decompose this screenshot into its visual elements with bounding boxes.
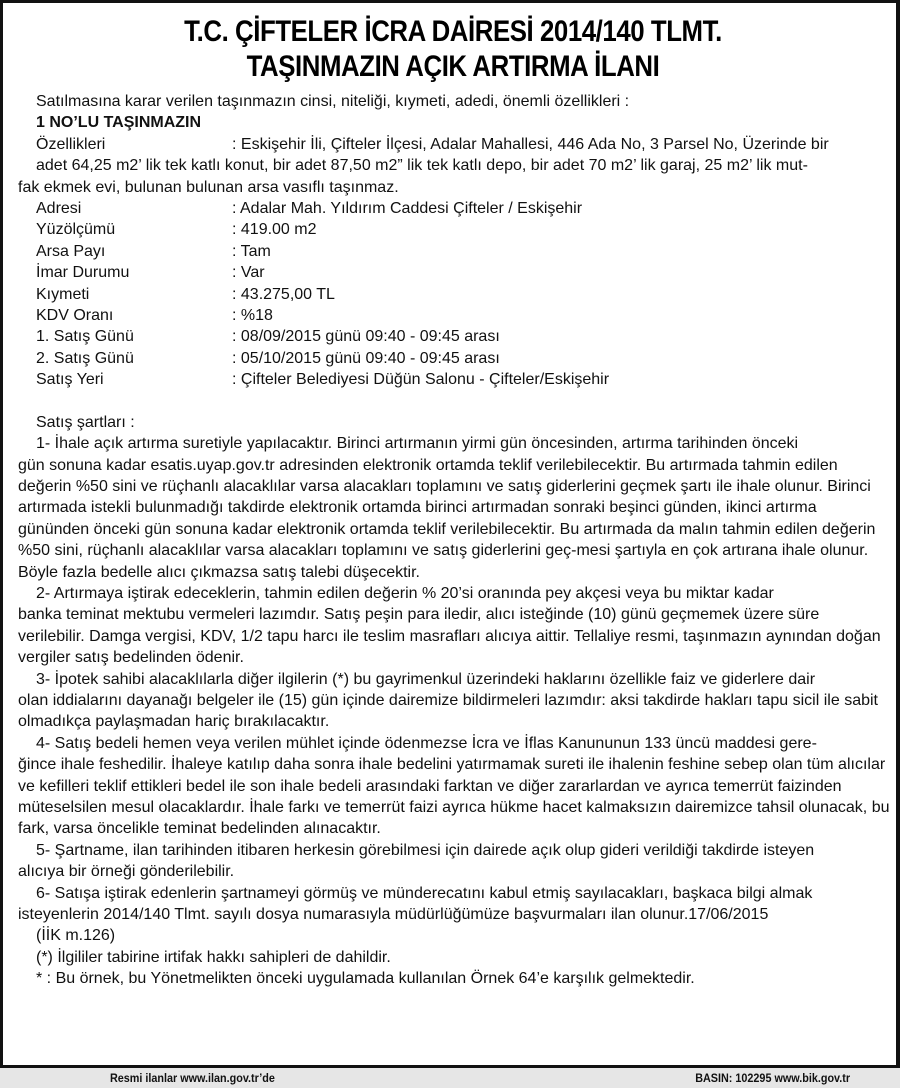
condition-rest: alıcıya bir örneği gönderilebilir. bbox=[18, 863, 235, 881]
legal-reference: (İİK m.126) bbox=[36, 927, 116, 945]
detail-value: : 05/10/2015 günü 09:40 - 09:45 arası bbox=[232, 349, 500, 367]
detail-value: : Çifteler Belediyesi Düğün Salonu - Çifteler/Eskişehir bbox=[232, 371, 610, 389]
condition-item-4 bbox=[18, 733, 890, 840]
condition-rest: isteyenlerin 2014/140 Tlmt. sayılı dosya numarasıyla müdürlüğümüze başvurmaları ilan olunur.17/06/2015 bbox=[18, 906, 769, 924]
detail-label: Arsa Payı bbox=[36, 242, 106, 260]
announcement-body bbox=[18, 91, 890, 990]
spacer bbox=[18, 391, 890, 412]
detail-label: Yüzölçümü bbox=[36, 221, 116, 239]
detail-row-area bbox=[18, 219, 890, 240]
condition-rest: ğince ihale feshedilir. İhaleye katılıp daha sonra ihale bedelini yatırmamak sureti ile ihalenin feshine sebep olan tüm alıcılar ve kefilleri teklif ettikleri bedel ile son ihale bedeli arasındaki farktan ve diğer zararlardan ve ayrıca temerrüt faizinden müteselsilen mesul olacaklardır. İhale farkı ve temerrüt faizi ayrıca hükme hacet kalmaksızın dairemizce tahsil olunacak, bu fark, varsa öncelikle teminat bedelinden alınacaktır. bbox=[18, 756, 890, 838]
detail-value: : %18 bbox=[232, 307, 273, 325]
features-label: Özellikleri bbox=[36, 135, 106, 153]
detail-label: 1. Satış Günü bbox=[36, 328, 134, 346]
detail-row-address bbox=[18, 198, 890, 219]
details-list bbox=[18, 198, 890, 391]
condition-first-line: 6- Satışa iştirak edenlerin şartnameyi görmüş ve münderecatını kabul etmiş sayılacakları, başkaca bilgi almak bbox=[36, 884, 813, 902]
intro-text: Satılmasına karar verilen taşınmazın cinsi, niteliği, kıymeti, adedi, önemli özellikleri : bbox=[36, 93, 630, 110]
condition-first-line: 3- İpotek sahibi alacaklılarla diğer ilgilerin (*) bu gayrimenkul üzerindeki haklarını özellikle faiz ve giderlere dair bbox=[36, 670, 816, 688]
detail-row-value bbox=[18, 284, 890, 305]
condition-item-2 bbox=[18, 583, 890, 669]
condition-first-line: 1- İhale açık artırma suretiyle yapılacaktır. Birinci artırmanın yirmi gün öncesinden, artırma tarihinden önceki bbox=[36, 435, 799, 453]
detail-label: Adresi bbox=[36, 200, 82, 218]
condition-first-line: 2- Artırmaya iştirak edeceklerin, tahmin edilen değerin % 20’si oranında pey akçesi veya bu miktar kadar bbox=[36, 584, 774, 602]
detail-row-zoning bbox=[18, 262, 890, 283]
condition-item-3 bbox=[18, 669, 890, 733]
condition-rest: olan iddialarını dayanağı belgeler ile (15) gün içinde dairemize bildirmeleri lazımdır: aksi takdirde hakları tapu sicil ile sabit olmadıkça paylaşmadan hariç bırakılacaktır. bbox=[18, 691, 878, 731]
condition-rest: banka teminat mektubu vermeleri lazımdır. Satış peşin para iledir, alıcı isteğinde (10) günü geçmemek üzere süre verilebilir. Damga vergisi, KDV, 1/2 tapu harcı ile teslim masrafları alıcıya aittir. Tellaliye resmi, taşınmazın aynından doğan vergiler satış bedelinden ödenir. bbox=[18, 606, 881, 667]
detail-value: : 08/09/2015 günü 09:40 - 09:45 arası bbox=[232, 328, 500, 346]
detail-label: 2. Satış Günü bbox=[36, 349, 134, 367]
footer-official-ads-link[interactable]: Resmi ilanlar www.ilan.gov.tr’de bbox=[110, 1071, 275, 1085]
footer-press-info[interactable]: BASIN: 102295 www.bik.gov.tr bbox=[695, 1071, 850, 1085]
detail-row-vat bbox=[18, 305, 890, 326]
detail-value: : Var bbox=[232, 264, 265, 282]
conditions-heading: Satış şartları : bbox=[36, 413, 135, 431]
condition-item-5 bbox=[18, 840, 890, 883]
detail-value: : 43.275,00 TL bbox=[232, 285, 335, 303]
condition-rest: gün sonuna kadar esatis.uyap.gov.tr adresinden elektronik ortamda teklif verilebilecektir. Bu artırmada tahmin edilen değerin %50 sini ve rüçhanlı alacaklılar varsa alacakları toplamını ve satış giderlerini geçmek şartı ile ihale olunur. Birinci artırmada istekli bulunmadığı takdirde elektronik ortamda birinci artırmadan sonraki beşinci günden, ikinci artırma gününden önceki gün sonuna kadar elektronik ortamda teklif verilebilecektir. Bu artırmada da malın tahmin edilen değerin %50 sini, rüçhanlı alacaklılar varsa alacakları toplamını ve satış giderlerini geç-mesi şartıyla en çok artırana ihale olunur. Böyle fazla bedelle alıcı çıkmazsa satış talebi düşecektir. bbox=[18, 456, 876, 581]
features-value-cont2: fak ekmek evi, bulunan bulunan arsa vasıflı taşınmaz. bbox=[18, 178, 399, 196]
detail-label: İmar Durumu bbox=[36, 264, 130, 282]
footnote-form-reference: * : Bu örnek, bu Yönetmelikten önceki uygulamada kullanılan Örnek 64’e karşılık gelmektedir. bbox=[36, 970, 695, 988]
detail-value: : Tam bbox=[232, 242, 271, 260]
condition-first-line: 4- Satış bedeli hemen veya verilen mühlet içinde ödenmezse İcra ve İflas Kanununun 133 üncü maddesi gere- bbox=[36, 734, 817, 752]
detail-row-land-share bbox=[18, 241, 890, 262]
condition-item-1 bbox=[18, 433, 890, 583]
detail-value: : Adalar Mah. Yıldırım Caddesi Çifteler / Eskişehir bbox=[232, 200, 583, 218]
detail-row-sale-date-1 bbox=[18, 326, 890, 347]
property-heading: 1 NO’LU TAŞINMAZIN bbox=[36, 114, 202, 132]
detail-row-sale-date-2 bbox=[18, 348, 890, 369]
announcement-title-line1: T.C. ÇİFTELER İCRA DAİRESİ 2014/140 TLMT. bbox=[184, 15, 722, 48]
condition-first-line: 5- Şartname, ilan tarihinden itibaren herkesin görebilmesi için dairede açık olup gideri verildiği takdirde isteyen bbox=[36, 841, 815, 859]
detail-value: : 419.00 m2 bbox=[232, 221, 317, 239]
footer-bar bbox=[0, 1068, 900, 1088]
features-value: : Eskişehir İli, Çifteler İlçesi, Adalar Mahallesi, 446 Ada No, 3 Parsel No, Üzerinde bir bbox=[232, 135, 829, 153]
announcement-title-line2: TAŞINMAZIN AÇIK ARTIRMA İLANI bbox=[246, 50, 660, 83]
detail-label: Satış Yeri bbox=[36, 371, 104, 389]
detail-label: KDV Oranı bbox=[36, 307, 114, 325]
features-value-cont1: adet 64,25 m2’ lik tek katlı konut, bir adet 87,50 m2” lik tek katlı depo, bir adet 70 m2’ lik garaj, 25 m2’ lik mut- bbox=[36, 157, 808, 175]
features-row bbox=[18, 134, 890, 155]
detail-row-sale-place bbox=[18, 369, 890, 390]
footnote-interested-parties: (*) İlgililer tabirine irtifak hakkı sahipleri de dahildir. bbox=[36, 948, 391, 966]
detail-label: Kıymeti bbox=[36, 285, 90, 303]
condition-item-6 bbox=[18, 883, 890, 926]
